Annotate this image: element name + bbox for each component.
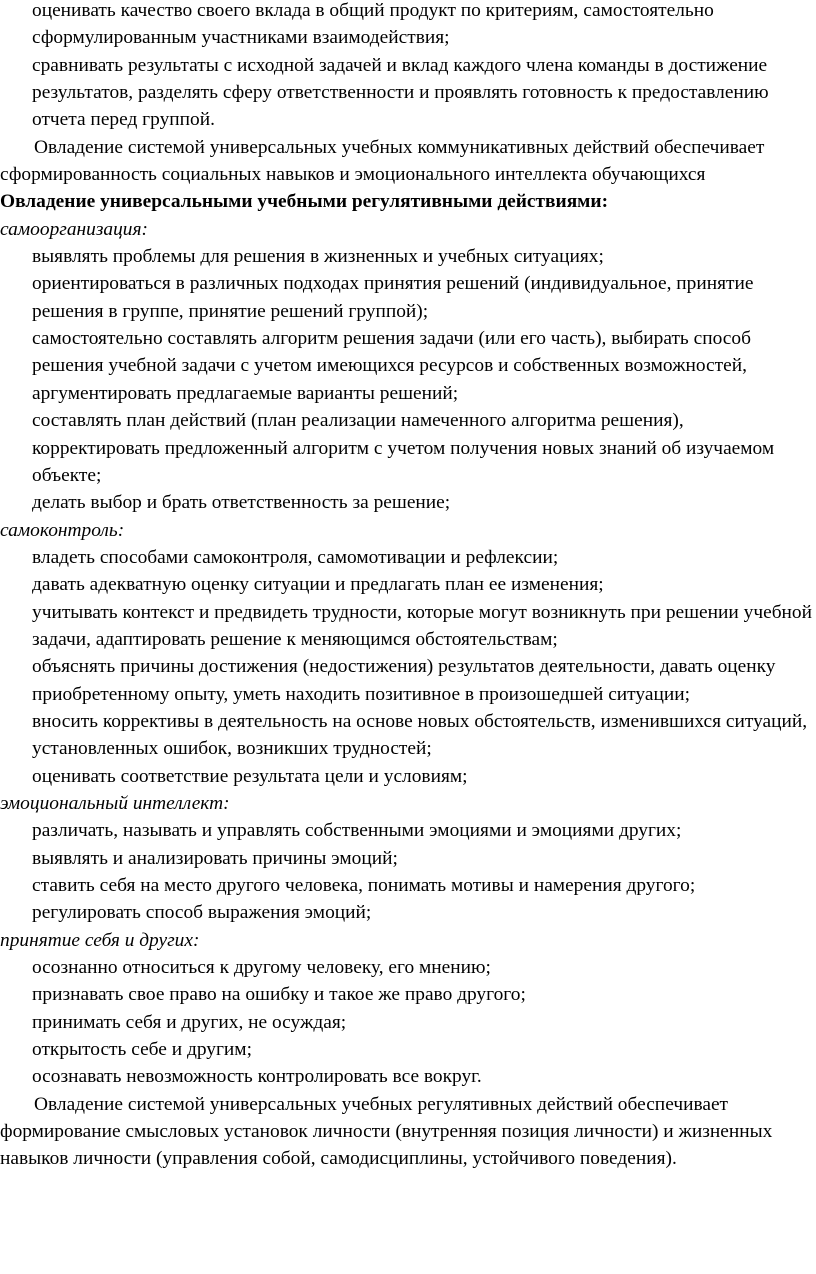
section-title-acceptance: принятие себя и других: bbox=[0, 929, 200, 951]
list-item: ориентироваться в различных подходах принятия решений (индивидуальное, принятие решения в группе, принятие решений группой); bbox=[32, 273, 754, 322]
list-item: регулировать способ выражения эмоций; bbox=[32, 902, 372, 924]
list-item: составлять план действий (план реализации намеченного алгоритма решения), корректировать предложенный алгоритм с учетом получения новых знаний об изучаемом объекте; bbox=[32, 410, 775, 486]
list-item: выявлять и анализировать причины эмоций; bbox=[32, 847, 398, 869]
list-item: самостоятельно составлять алгоритм решения задачи (или его часть), выбирать способ решения учебной задачи с учетом имеющихся ресурсов и собственных возможностей, аргументировать предлагаемые варианты решений; bbox=[32, 328, 751, 404]
list-item: объяснять причины достижения (недостижения) результатов деятельности, давать оценку приобретенному опыту, уметь находить позитивное в произошедшей ситуации; bbox=[32, 656, 776, 705]
section-title-self-control: самоконтроль: bbox=[0, 519, 125, 541]
list-item: оценивать качество своего вклада в общий продукт по критериям, самостоятельно сформулированным участниками взаимодействия; bbox=[32, 0, 714, 49]
list-item: выявлять проблемы для решения в жизненных и учебных ситуациях; bbox=[32, 246, 604, 268]
regulative-heading: Овладение универсальными учебными регулятивными действиями: bbox=[0, 191, 609, 213]
list-item: различать, называть и управлять собственными эмоциями и эмоциями других; bbox=[32, 820, 682, 842]
list-item: осознавать невозможность контролировать все вокруг. bbox=[32, 1066, 482, 1088]
list-item: делать выбор и брать ответственность за решение; bbox=[32, 492, 451, 514]
list-item: сравнивать результаты с исходной задачей и вклад каждого члена команды в достижение результатов, разделять сферу ответственности и проявлять готовность к предоставлению отчета перед группой. bbox=[32, 54, 769, 131]
list-item: открытость себе и другим; bbox=[32, 1039, 252, 1061]
list-item: признавать свое право на ошибку и такое же право другого; bbox=[32, 984, 526, 1006]
list-item: принимать себя и других, не осуждая; bbox=[32, 1011, 347, 1033]
section-title-emotional-intelligence: эмоциональный интеллект: bbox=[0, 792, 230, 814]
list-item: давать адекватную оценку ситуации и предлагать план ее изменения; bbox=[32, 574, 604, 596]
list-item: учитывать контекст и предвидеть трудности, которые могут возникнуть при решении учебной задачи, адаптировать решение к меняющимся обстоятельствам; bbox=[32, 601, 813, 650]
list-item: владеть способами самоконтроля, самомотивации и рефлексии; bbox=[32, 546, 559, 568]
regulative-summary-paragraph: Овладение системой универсальных учебных регулятивных действий обеспечивает формирование смысловых установок личности (внутренняя позиция личности) и жизненных навыков личности (управления собой, самодисциплины, устойчивого поведения). bbox=[0, 1093, 773, 1170]
section-title-self-organization: самоорганизация: bbox=[0, 218, 148, 240]
communicative-summary-paragraph: Овладение системой универсальных учебных коммуникативных действий обеспечивает сформированность социальных навыков и эмоционального интеллекта обучающихся bbox=[0, 136, 765, 186]
list-item: ставить себя на место другого человека, понимать мотивы и намерения другого; bbox=[32, 875, 696, 896]
list-item: вносить коррективы в деятельность на основе новых обстоятельств, изменившихся ситуаций, установленных ошибок, возникших трудностей; bbox=[32, 710, 808, 760]
list-item: оценивать соответствие результата цели и условиям; bbox=[32, 765, 468, 787]
list-item: осознанно относиться к другому человеку, его мнению; bbox=[32, 957, 491, 979]
